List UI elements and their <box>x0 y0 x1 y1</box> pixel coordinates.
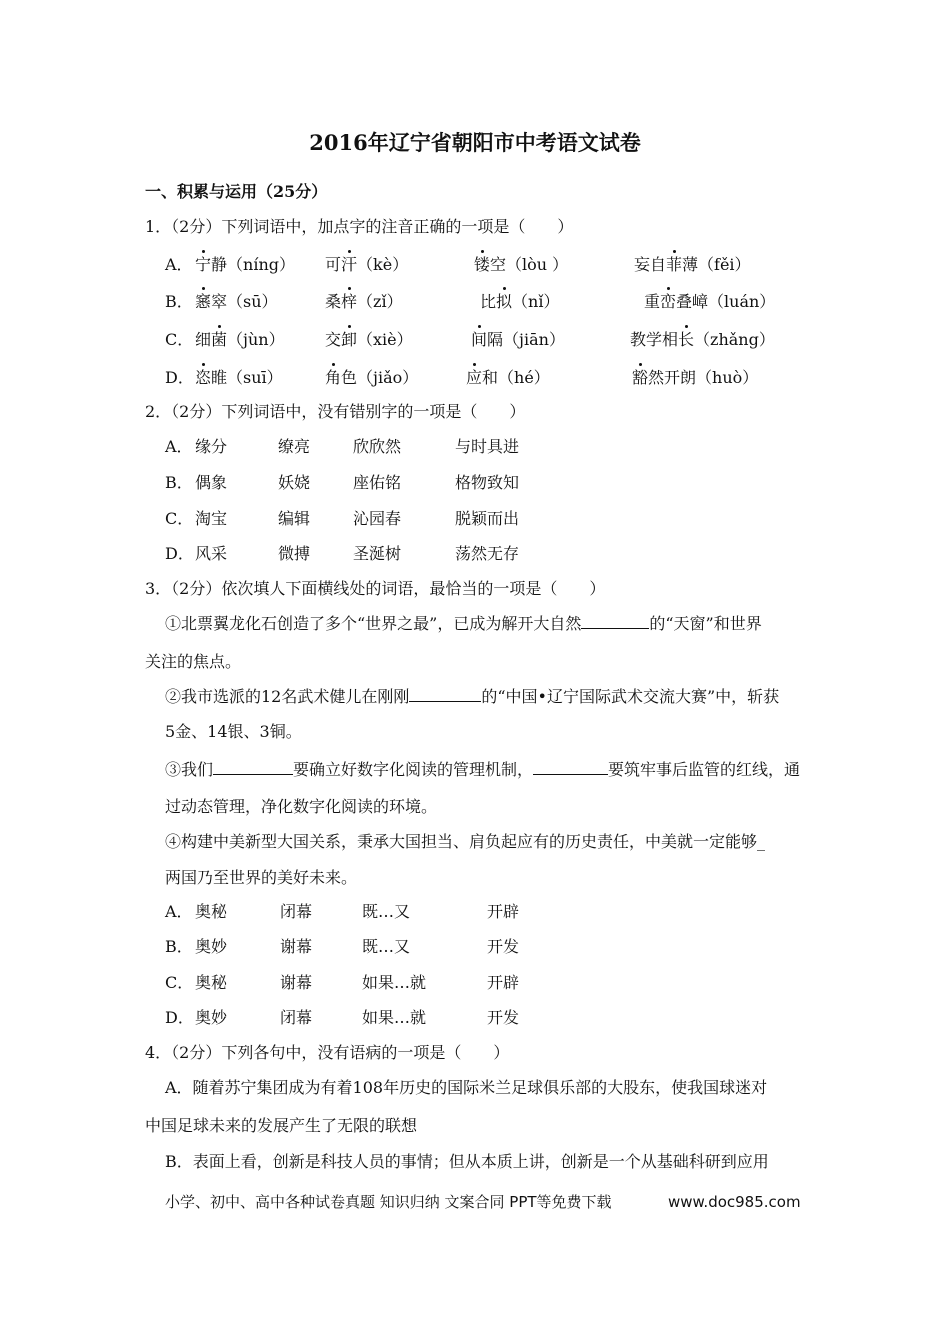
option-word: 开发 <box>487 937 520 956</box>
option-word: 如果…就 <box>362 973 427 992</box>
option-word: 开辟 <box>487 973 520 992</box>
option-label: B． <box>165 292 193 311</box>
option-word: 既…又 <box>362 902 411 921</box>
q3-sentence-4-cont: 两国乃至世界的美好未来。 <box>165 868 358 887</box>
option-label: A． <box>165 437 193 456</box>
q4-option-a-cont: 中国足球未来的发展产生了无限的联想 <box>145 1116 418 1135</box>
option-label: C． <box>165 330 194 349</box>
q2-stem: 2．（2分）下列词语中，没有错别字的一项是（ ） <box>145 402 526 421</box>
option-word: 谢幕 <box>280 973 313 992</box>
q3-sentence-1-cont: 关注的焦点。 <box>145 652 242 671</box>
fill-blank <box>409 687 481 702</box>
option-word: 开辟 <box>487 902 520 921</box>
option-word: 闭幕 <box>280 1008 313 1027</box>
option-label: C． <box>165 509 194 528</box>
option-label: B． <box>165 473 193 492</box>
q1d-word-4: 豁然开朗（huò） <box>632 368 759 387</box>
option-word: 开发 <box>487 1008 520 1027</box>
q1d-word-2: 角色（jiǎo） <box>325 368 419 387</box>
option-word: 座佑铭 <box>353 473 402 492</box>
q1c-word-2: 交卸（xiè） <box>325 330 413 349</box>
q4-option-a: A．随着苏宁集团成为有着108年历史的国际米兰足球俱乐部的大股东，使我国球迷对 <box>165 1078 768 1097</box>
q1a-word-3: 镂空（lòu ） <box>474 255 569 274</box>
option-word: 偶象 <box>195 473 228 492</box>
fill-blank <box>581 614 649 629</box>
q1c-word-1: 细菌（jùn） <box>195 330 285 349</box>
q1b-word-1: 窸窣（sū） <box>195 292 278 311</box>
option-word: 奥妙 <box>195 1008 228 1027</box>
option-word: 奥秘 <box>195 902 228 921</box>
fill-blank <box>533 760 608 775</box>
q3-sentence-3: ③我们 要确立好数字化阅读的管理机制， 要筑牢事后监管的红线，通 <box>165 760 801 779</box>
q3-sentence-4: ④构建中美新型大国关系，秉承大国担当、肩负起应有的历史责任，中美就一定能够_ <box>165 832 766 851</box>
option-label: D． <box>165 544 194 563</box>
q4-stem: 4．（2分）下列各句中，没有语病的一项是（ ） <box>145 1043 510 1062</box>
option-word: 与时具进 <box>455 437 520 456</box>
option-word: 缘分 <box>195 437 228 456</box>
q1b-word-4: 重峦叠嶂（luán） <box>644 292 776 311</box>
section-heading: 一、积累与运用（25分） <box>145 182 328 201</box>
option-word: 圣涎树 <box>353 544 402 563</box>
footer-link[interactable]: www.doc985.com <box>668 1193 801 1211</box>
option-word: 缭亮 <box>278 437 311 456</box>
option-word: 格物致知 <box>455 473 520 492</box>
option-word: 奥秘 <box>195 973 228 992</box>
q1b-word-3: 比拟（nǐ） <box>480 292 560 311</box>
q4-option-b: B．表面上看，创新是科技人员的事情；但从本质上讲，创新是一个从基础科研到应用 <box>165 1152 769 1171</box>
option-label: A． <box>165 902 193 921</box>
option-word: 荡然无存 <box>455 544 520 563</box>
option-word: 脱颖而出 <box>455 509 520 528</box>
q1c-word-4: 教学相长（zhǎng） <box>630 330 775 349</box>
q3-sentence-2: ②我市选派的12名武术健儿在刚刚 的“中国•辽宁国际武术交流大赛”中，斩获 <box>165 687 780 706</box>
q1c-word-3: 间隔（jiān） <box>471 330 565 349</box>
option-word: 微搏 <box>278 544 311 563</box>
option-word: 妖娆 <box>278 473 311 492</box>
q1a-word-2: 可汗（kè） <box>325 255 409 274</box>
option-word: 闭幕 <box>280 902 313 921</box>
option-word: 奥妙 <box>195 937 228 956</box>
q1-stem: 1．（2分）下列词语中，加点字的注音正确的一项是（ ） <box>145 217 574 236</box>
option-label: C． <box>165 973 194 992</box>
q1d-word-1: 恣睢（suī） <box>195 368 283 387</box>
q1a-word-1: 宁静（níng） <box>195 255 295 274</box>
option-label: A． <box>165 255 193 274</box>
q1b-word-2: 桑梓（zǐ） <box>325 292 403 311</box>
option-word: 欣欣然 <box>353 437 402 456</box>
q3-sentence-2-cont: 5金、14银、3铜。 <box>165 722 302 741</box>
page-title: 2016年辽宁省朝阳市中考语文试卷 <box>309 130 641 155</box>
footer-text: 小学、初中、高中各种试卷真题 知识归纳 文案合同 PPT等免费下载 <box>165 1193 612 1211</box>
option-word: 既…又 <box>362 937 411 956</box>
option-label: D． <box>165 1008 194 1027</box>
q3-stem: 3．（2分）依次填人下面横线处的词语，最恰当的一项是（ ） <box>145 579 606 598</box>
option-word: 沁园春 <box>353 509 402 528</box>
option-word: 风采 <box>195 544 228 563</box>
q3-sentence-3-cont: 过动态管理，净化数字化阅读的环境。 <box>165 797 438 816</box>
q1d-word-3: 应和（hé） <box>466 368 550 387</box>
option-label: B． <box>165 937 193 956</box>
option-word: 淘宝 <box>195 509 228 528</box>
fill-blank <box>213 760 293 775</box>
option-word: 如果…就 <box>362 1008 427 1027</box>
option-word: 编辑 <box>278 509 311 528</box>
option-label: D． <box>165 368 194 387</box>
option-word: 谢幕 <box>280 937 313 956</box>
q1a-word-4: 妄自菲薄（fěi） <box>634 255 751 274</box>
q3-sentence-1: ①北票翼龙化石创造了多个“世界之最”，已成为解开大自然 的“天窗”和世界 <box>165 614 762 633</box>
